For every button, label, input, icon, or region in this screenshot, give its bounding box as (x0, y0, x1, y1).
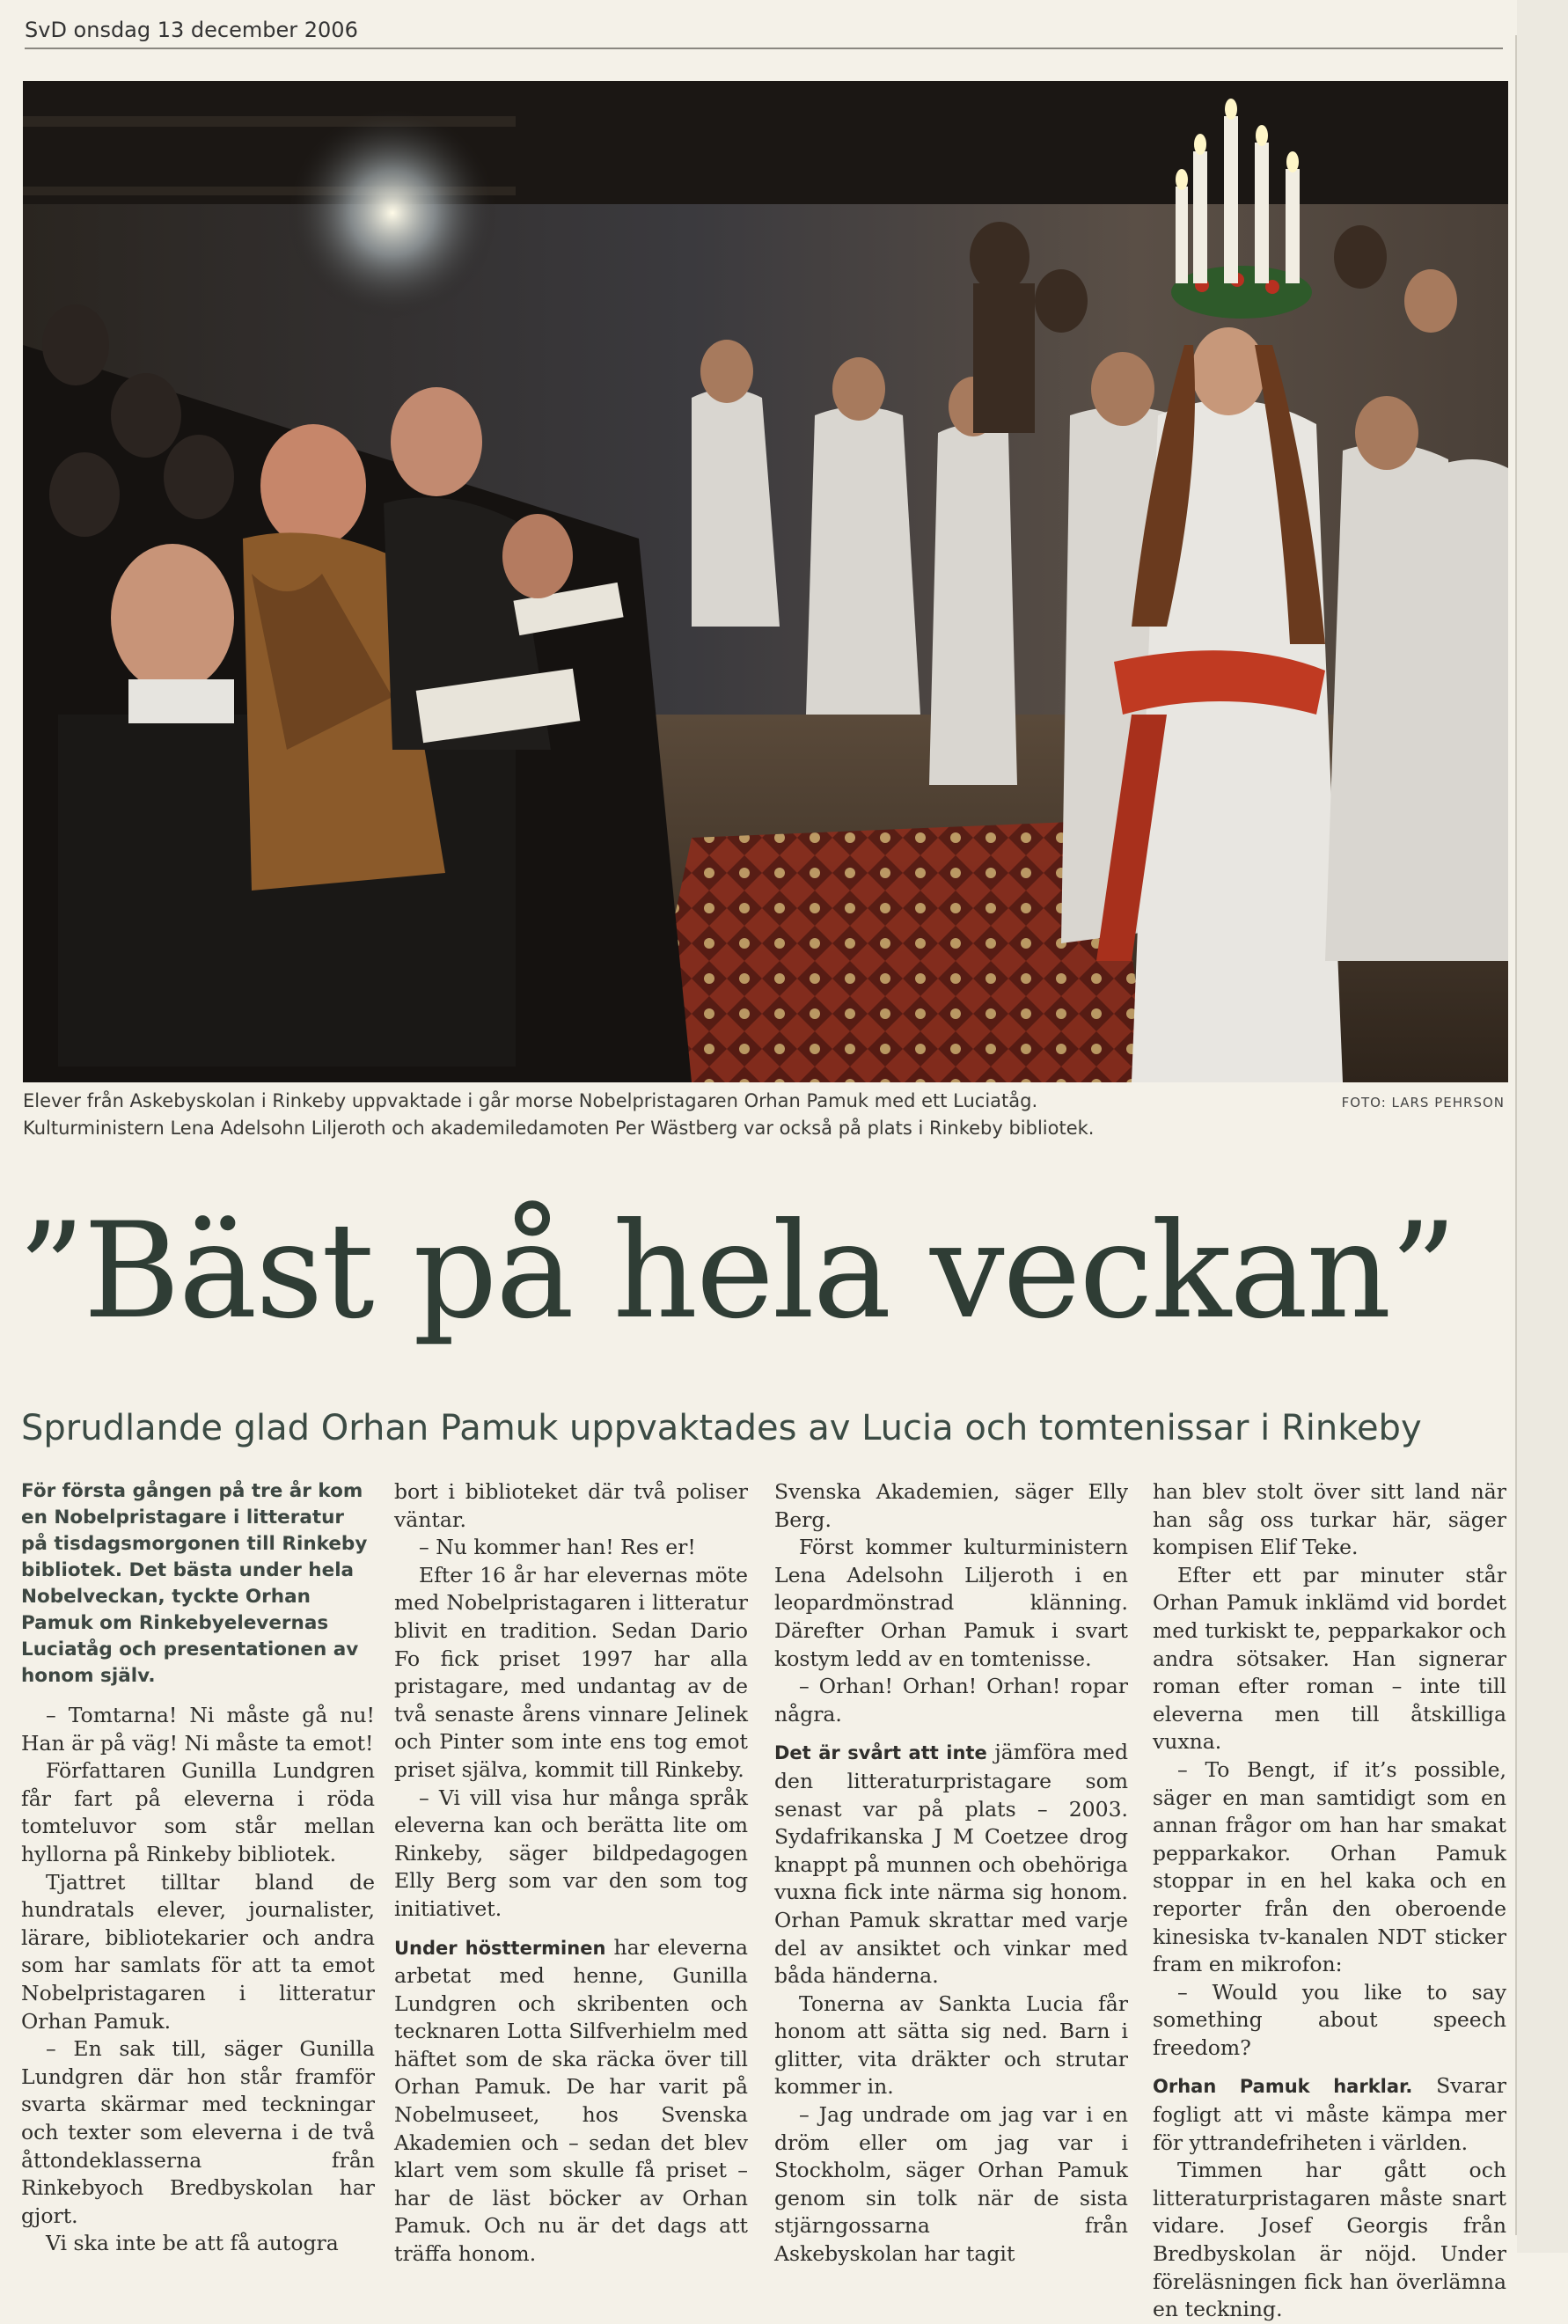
headline: ”Bäst på hela veckan” (18, 1195, 1456, 1348)
column-2 (394, 1478, 748, 2267)
paragraph-text: jämföra med den litteraturpristagare som senast var på plats – 2003. Sydafrikanska J M Coetzee drog knappt på munnen och obehöriga vuxna fick inte närma sig honom. Orhan Pamuk skrattar med varje del av ansiktet och vinkar med båda händerna. (774, 1740, 1128, 1989)
column-3 (774, 1478, 1128, 2267)
article-body (21, 1478, 1513, 2322)
photo-illustration (23, 81, 1508, 1082)
column-1 (21, 1478, 375, 2256)
dateline: SvD onsdag 13 december 2006 (25, 12, 1503, 49)
paragraph: Tjattret tilltar bland de hundratals elever, journalister, lärare, bibliotekarier och andra som har samlats för att ta emot Nobelpristagaren i litteratur Orhan Pamuk. (21, 1869, 375, 2034)
paragraph-text: Svarar fogligt att vi måste kämpa mer för yttrandefriheten i världen. (1153, 2073, 1506, 2155)
column-divider (1515, 35, 1517, 2235)
paragraph: Först kommer kulturministern Lena Adelsohn Liljeroth i en leopardmönstrad klänning. Därefter Orhan Pamuk i svart kostym ledd av en tomtenisse. (774, 1535, 1128, 1671)
paragraph: Svenska Akademien, säger Elly Berg. (774, 1479, 1128, 1532)
caption-line-1: Elever från Askebyskolan i Rinkeby uppvaktade i går morse Nobelpristagaren Orhan Pamuk med ett Luciatåg. (23, 1090, 1038, 1111)
paragraph: Timmen har gått och litteraturpristagaren måste snart vidare. Josef Georgis från Bredbyskolan är nöjd. Under föreläsningen fick han överlämna en teckning. (1153, 2158, 1506, 2322)
paragraph (394, 1934, 748, 2269)
kicker: Det är svårt att inte (774, 1742, 987, 1764)
photo-caption (23, 1088, 1508, 1149)
paragraph: – En sak till, säger Gunilla Lundgren där hon står framför svarta skärmar med teckningar och texter som eleverna i de två åttondeklasserna från Rinkebyoch Bredbyskolan har gjort. (21, 2036, 375, 2228)
paragraph: – To Bengt, if it’s possible, säger en man samtidigt som en annan frågor om han har smakat pepparkakor. Orhan Pamuk stoppar in en hel kaka och en reporter från den oberoende kinesiska tv-kanalen NDT sticker fram en mikrofon: (1153, 1756, 1506, 1977)
paragraph: han blev stolt över sitt land när han såg oss turkar här, säger kompisen Elif Teke. (1153, 1479, 1506, 1560)
paragraph: – Nu kommer han! Res er! (419, 1535, 696, 1560)
paragraph: – Tomtarna! Ni måste gå nu! Han är på väg! Ni måste ta emot! (21, 1703, 375, 1756)
paragraph: – Vi vill visa hur många språk eleverna kan och berätta lite om Rinkeby, säger bildpedagogen Elly Berg som var den som tog initiativet. (394, 1785, 748, 1921)
subheadline: Sprudlande glad Orhan Pamuk uppvaktades av Lucia och tomtenissar i Rinkeby (21, 1408, 1422, 1448)
paragraph (1153, 2072, 1506, 2157)
photo-credit: FOTO: LARS PEHRSON (1341, 1095, 1505, 1111)
kicker: Orhan Pamuk harklar. (1153, 2076, 1413, 2098)
lead-paragraph: För första gången på tre år kom en Nobelpristagare i litteratur på tisdagsmorgonen till Rinkeby bibliotek. Det bästa under hela Nobelveckan, tyckte Orhan Pamuk om Rinkebyelevernas Luciatåg och presentationen av honom själv. (21, 1480, 368, 1687)
paragraph (774, 1739, 1128, 1990)
kicker: Under höstterminen (394, 1937, 606, 1959)
column-4 (1153, 1478, 1506, 2322)
paragraph: – Would you like to say something about speech freedom? (1153, 1979, 1506, 2060)
adjacent-page-edge (1517, 0, 1568, 2253)
paragraph: Efter 16 år har elevernas möte med Nobelpristagaren i litteratur blivit en tradition. Sedan Dario Fo fick priset 1997 har alla pristagare, med undantag av de två senaste årens vinnare Jelinek och Pinter som inte ens tog emot priset själva, kommit till Rinkeby. (394, 1562, 748, 1782)
paragraph: Författaren Gunilla Lundgren får fart på eleverna i röda tomteluvor som står mellan hyllorna på Rinkeby bibliotek. (21, 1758, 375, 1866)
paragraph: – Orhan! Orhan! Orhan! ropar några. (774, 1674, 1128, 1727)
lucia-photo (23, 81, 1508, 1082)
caption-line-2: Kulturministern Lena Adelsohn Liljeroth och akademiledamoten Per Wästberg var också på plats i Rinkeby bibliotek. (23, 1118, 1095, 1139)
paragraph: – Jag undrade om jag var i en dröm eller om jag var i Stockholm, säger Orhan Pamuk genom sin tolk när de sista stjärngossarna från Askebyskolan har tagit (774, 2102, 1128, 2267)
paragraph: Efter ett par minuter står Orhan Pamuk inklämd vid bordet med turkiskt te, pepparkakor och andra sötsaker. Han signerar roman efter roman – inte till eleverna men till åtskilliga vuxna. (1153, 1562, 1506, 1755)
paragraph: bort i biblioteket där två poliser väntar. (394, 1479, 748, 1532)
paragraph-text: har eleverna arbetat med henne, Gunilla Lundgren och skribenten och tecknaren Lotta Silfverhielm med häftet som de ska räcka över till Orhan Pamuk. De har varit på Nobelmuseet, hos Svenska Akademien och – sedan det blev klart vem som skulle få priset – har de läst böcker av Orhan Pamuk. Och nu är det dags att träffa honom. (394, 1934, 748, 2267)
paragraph: Tonerna av Sankta Lucia får honom att sätta sig ned. Barn i glitter, vita dräkter och strutar kommer in. (774, 1990, 1128, 2100)
paragraph: Vi ska inte be att få autogra (46, 2231, 339, 2256)
